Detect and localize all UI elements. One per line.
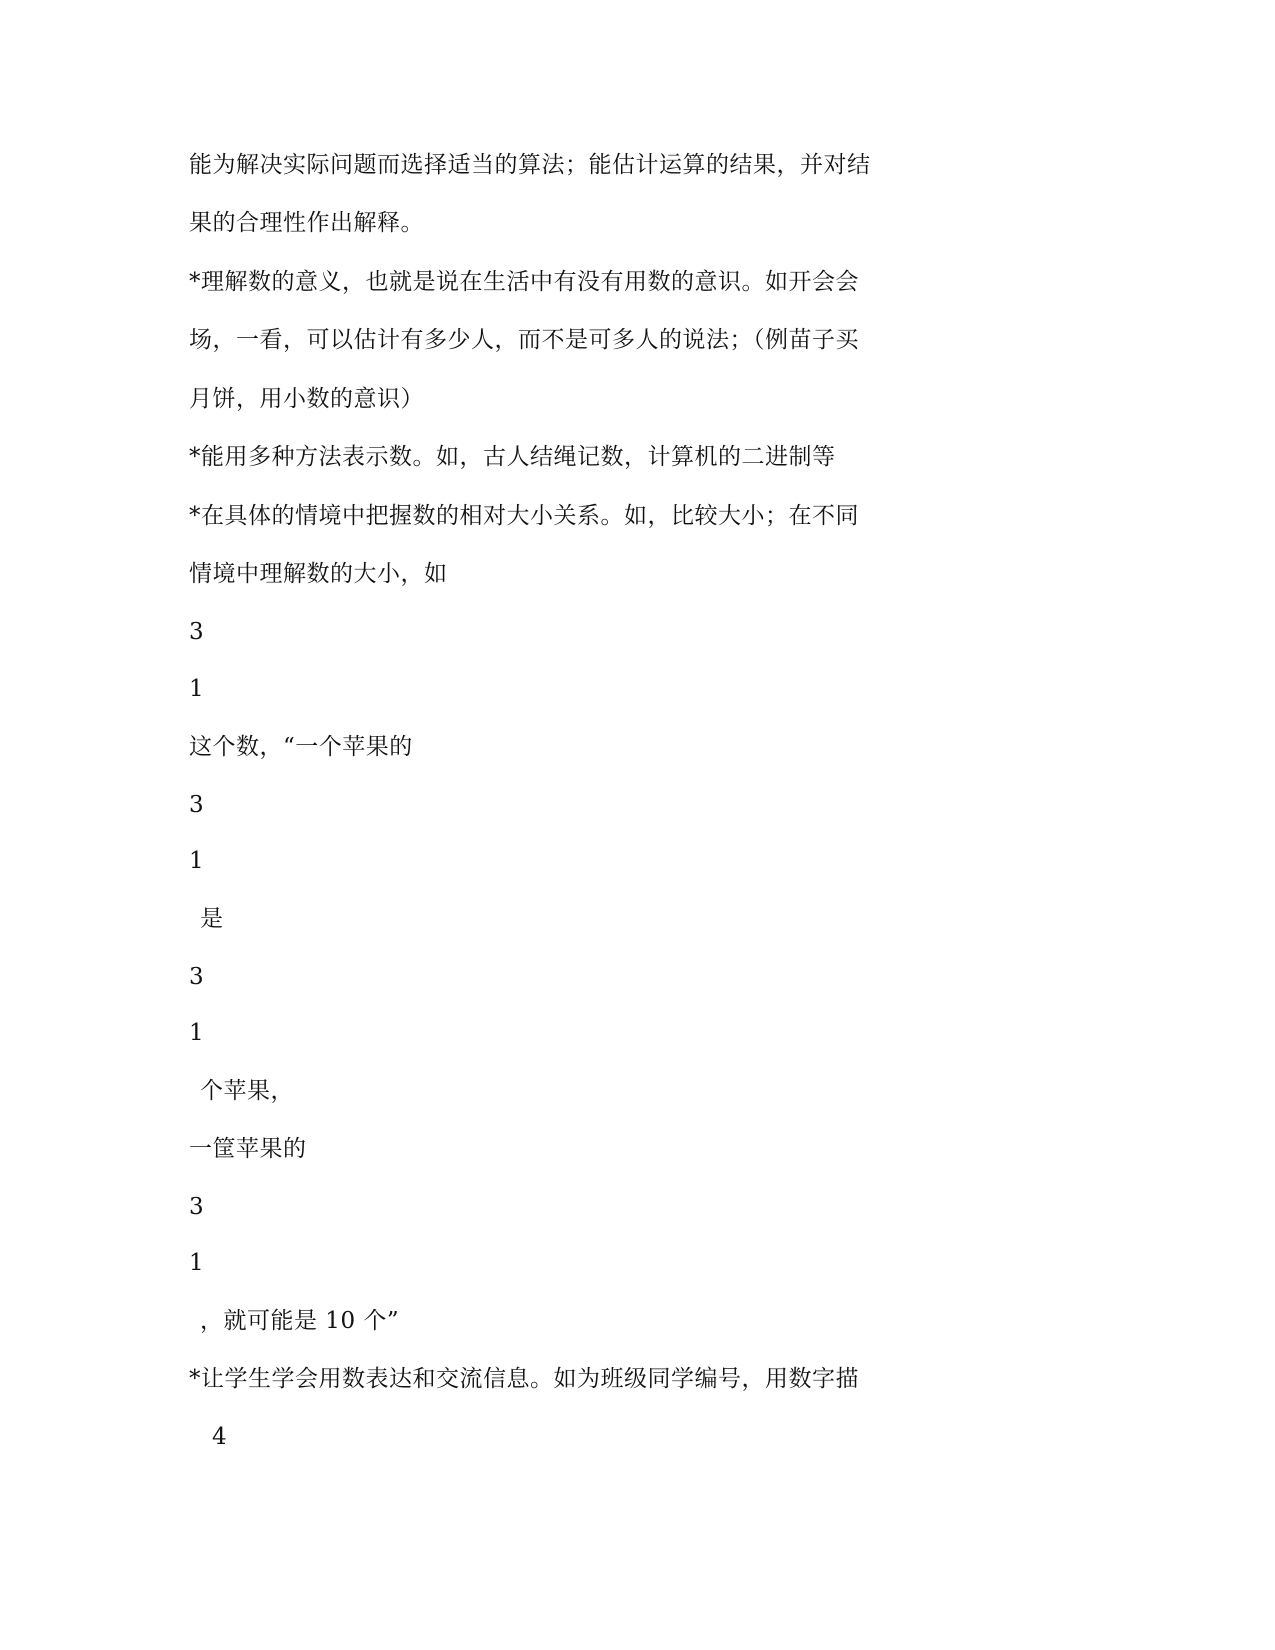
text-line-5: 月饼，用小数的意识） xyxy=(189,386,424,412)
fraction-numerator: 1 xyxy=(189,676,205,702)
fraction-numerator: 1 xyxy=(189,1250,205,1276)
fraction-denominator: 3 xyxy=(189,1194,205,1220)
text-line-3: *理解数的意义，也就是说在生活中有没有用数的意识。如开会会 xyxy=(189,269,859,295)
text-line-7: *在具体的情境中把握数的相对大小关系。如，比较大小；在不同 xyxy=(189,503,859,529)
text-line-1: 能为解决实际问题而选择适当的算法；能估计运算的结果，并对结 xyxy=(189,152,871,178)
fraction-denominator: 3 xyxy=(189,792,205,818)
text-line-8: 情境中理解数的大小，如 xyxy=(189,561,448,587)
page-number: 4 xyxy=(212,1424,228,1450)
text-line-10: 是 xyxy=(200,906,224,932)
text-line-11: 个苹果， xyxy=(200,1078,294,1104)
text-line-13: ，就可能是 10 个” xyxy=(200,1308,400,1334)
fraction-denominator: 3 xyxy=(189,619,205,645)
fraction-denominator: 3 xyxy=(189,964,205,990)
text-line-6: *能用多种方法表示数。如，古人结绳记数，计算机的二进制等 xyxy=(189,444,836,470)
text-line-2: 果的合理性作出解释。 xyxy=(189,210,424,236)
fraction-numerator: 1 xyxy=(189,1020,205,1046)
text-line-14: *让学生学会用数表达和交流信息。如为班级同学编号，用数字描 xyxy=(189,1366,859,1392)
text-line-12: 一筐苹果的 xyxy=(189,1136,307,1162)
fraction-numerator: 1 xyxy=(189,848,205,874)
text-line-9: 这个数，“一个苹果的 xyxy=(189,734,413,760)
text-line-4: 场，一看，可以估计有多少人，而不是可多人的说法；（例苗子买 xyxy=(189,327,859,353)
